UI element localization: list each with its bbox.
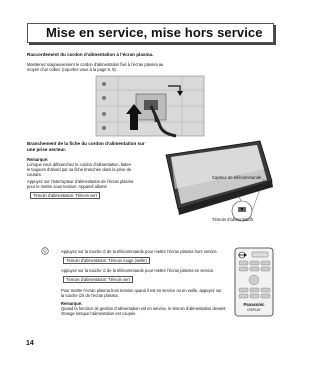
section3-line-off: Appuyez sur la touche ⏻ de la télécommande pour mettre l’écran plasma hors service. xyxy=(61,249,218,254)
svg-text:⏻: ⏻ xyxy=(43,248,47,254)
power-button-icon xyxy=(41,247,49,255)
indicator-red-box: Témoin d’alimentation: Témoin rouge (veille) xyxy=(63,257,150,264)
section2-remarque-label: Remarque: xyxy=(27,157,49,162)
section2-heading-line1: Branchement de la fiche du cordon d’alimentation sur xyxy=(27,141,145,146)
section2-appuyez-line2: pour le mettre sous tension: Appareil allumé. xyxy=(27,184,108,189)
remote-brand: Panasonic xyxy=(243,302,265,307)
section3-remarque-label: Remarque: xyxy=(61,301,83,306)
section2-appuyez-line1: Appuyez sur l’interrupteur d’alimentation de l’écran plasma xyxy=(27,179,134,184)
remote-label: DISPLAY xyxy=(247,308,261,312)
section1-para-line2: moyen d’un collier. (reportez-vous à la page 8, 9) xyxy=(27,67,116,72)
section1-heading: Raccordement du cordon d’alimentation à l’écran plasma. xyxy=(27,52,154,57)
page-number: 14 xyxy=(26,340,34,347)
section3-para-line2: la touche ⏻/I de l’écran plasma. xyxy=(61,293,119,298)
callout-power-indicator: Témoin d’alimentation xyxy=(212,217,253,222)
callout-remote-sensor: Capteur de télécommande xyxy=(212,175,262,180)
section2-remarque-line2: le toujours d’abord par sa fiche branchée dans la prise de xyxy=(27,167,132,172)
remote-control xyxy=(234,247,274,317)
section2-heading-line2: une prise secteur. xyxy=(27,147,67,152)
section2-remarque-line1: Lorsque vous débranchez le cordon d’alimentation, faites- xyxy=(27,162,132,167)
remote-arrow-icon xyxy=(238,251,248,259)
indicator-green-box-2: Témoin d’alimentation: Témoin vert xyxy=(63,276,133,283)
power-cord-illustration xyxy=(96,76,204,136)
page-title: Mise en service, mise hors service xyxy=(46,25,263,40)
section2-remarque-line3: courant. xyxy=(27,172,42,177)
indicator-green-box: Témoin d’alimentation: Témoin vert xyxy=(30,192,100,199)
section3-remarque-line2: Orange lorsque l’alimentation est coupée. xyxy=(61,311,137,316)
section1-para-line1: Maintenez soigneusement le cordon d’alimentation fixé à l’écran plasma au xyxy=(27,62,164,67)
section3-remarque-line1: Quand la fonction de gestion d’alimentation est en service, le témoin d’alimentation devient xyxy=(61,306,226,311)
section3-line-on: Appuyez sur la touche ⏻ de la télécommande pour mettre l’écran plasma en service. xyxy=(61,268,215,273)
section3-para-line1: Pour mettre l’écran plasma hors tension quand il est en service ou en veille, appuyez sur xyxy=(61,288,222,293)
